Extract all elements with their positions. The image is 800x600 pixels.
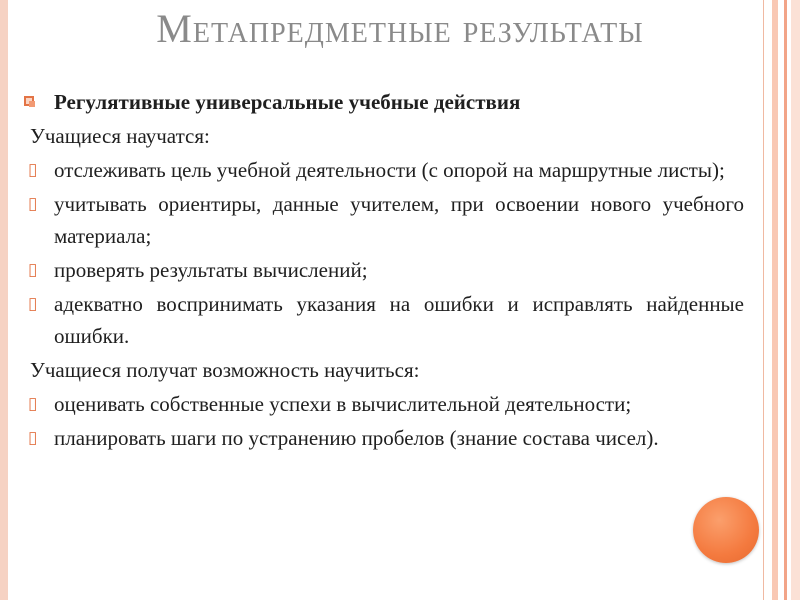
list-item-text: проверять результаты вычислений; (54, 258, 368, 282)
list-item-text: адекватно воспринимать указания на ошибки и исправлять найденные ошибки. (54, 292, 744, 348)
slide-left-border (0, 0, 8, 600)
list-item-text: учитывать ориентиры, данные учителем, при освоении нового учебного материала; (54, 192, 744, 248)
intro-text-1: Учащиеся научатся: (30, 124, 210, 148)
orange-circle-decoration (693, 497, 759, 563)
slide-title: Метапредметные результаты (156, 6, 644, 51)
arrow-bullet-icon: ▯ (28, 394, 38, 414)
arrow-bullet-icon: ▯ (28, 294, 38, 314)
list-item (22, 254, 744, 286)
list-item-text: отслеживать цель учебной деятельности (с опорой на маршрутные листы); (54, 158, 725, 182)
list-item (22, 288, 744, 352)
section-heading: Регулятивные универсальные учебные действия (54, 90, 521, 114)
list-item (22, 188, 744, 252)
border-band (772, 0, 778, 600)
list-item-text: планировать шаги по устранению пробелов (знание состава чисел). (54, 426, 659, 450)
border-band (784, 0, 787, 600)
square-bullet-icon (24, 96, 34, 106)
list-item (22, 154, 744, 186)
section-heading-row (22, 86, 744, 118)
arrow-bullet-icon: ▯ (28, 428, 38, 448)
slide-content (22, 86, 744, 456)
slide-right-border (763, 0, 800, 600)
arrow-bullet-icon: ▯ (28, 194, 38, 214)
border-band (791, 0, 800, 600)
list-item (22, 388, 744, 420)
arrow-bullet-icon: ▯ (28, 160, 38, 180)
list-item-text: оценивать собственные успехи в вычислительной деятельности; (54, 392, 632, 416)
arrow-bullet-icon: ▯ (28, 260, 38, 280)
intro-text-2: Учащиеся получат возможность научиться: (30, 358, 420, 382)
list-item (22, 422, 744, 454)
